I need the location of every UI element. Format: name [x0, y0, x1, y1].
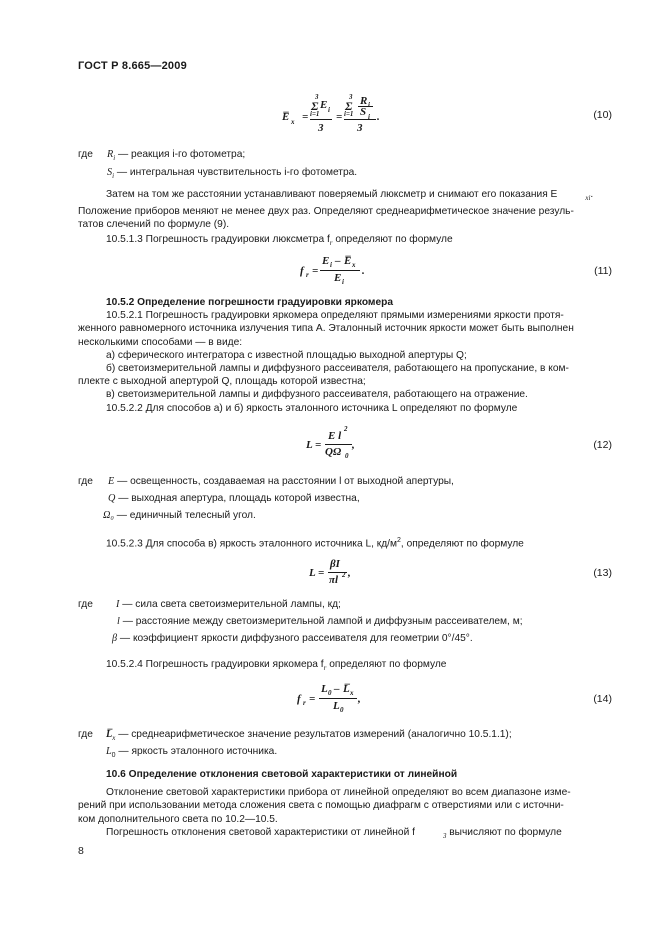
para-1-l1-sub: xi — [585, 194, 591, 203]
para-1-line-3: татов слечений по формуле (9). — [78, 219, 230, 231]
f10-frac-line — [310, 119, 332, 120]
where-4-sym-Lx: L̅ — [106, 729, 113, 740]
f11-frac-line — [320, 270, 360, 271]
paragraph-readings — [78, 188, 614, 232]
f10-num2-den: S — [360, 106, 367, 118]
f13-comma: , — [348, 567, 351, 579]
f12-eq: = — [315, 439, 322, 451]
where-2-sym-Q: Q — [108, 493, 116, 504]
where-3-sym-I: I — [116, 599, 120, 610]
section-1052-b1: б) светоизмерительной лампы и диффузного рассеивателя, работающего на пропускание, в ком- — [106, 363, 569, 375]
formula-12-number: (12) — [593, 439, 612, 451]
f12-num: E l — [328, 430, 342, 442]
section-1052-b2: плекте с выходной апертурой Q, площадь которой известна; — [78, 376, 366, 388]
f11-num2: E̅ — [344, 255, 352, 267]
page-header: ГОСТ Р 8.665—2009 — [78, 60, 187, 72]
f10-frac-line2 — [344, 119, 376, 120]
f13-den-sup: 2 — [342, 571, 346, 579]
where-3-item-l — [117, 615, 523, 628]
where-2-word: где — [78, 476, 93, 487]
where-2-sym-omega: Ω₀ — [103, 510, 114, 521]
where-2-item-Q — [108, 492, 360, 505]
section-1052-a: а) сферического интегратора с известной площадью выходной апертуры Q; — [106, 349, 467, 361]
f10-sum-top: 3 — [315, 93, 319, 101]
f11-den-sub: i — [342, 278, 344, 286]
where-1-text-S: — интегральная чувствительность i-го фотометра. — [116, 167, 358, 178]
f10-sum2-top: 3 — [349, 93, 353, 101]
f12-den-sub: 0 — [345, 452, 349, 460]
formula-12 — [0, 425, 661, 464]
f10-lhs-sub: x — [291, 118, 295, 126]
clause-10523 — [106, 534, 524, 550]
section-1052-title: 10.5.2 Определение погрешности градуировки яркомера — [106, 297, 394, 308]
f11-lhs-sub: r — [306, 271, 309, 279]
clause-10524-text: 10.5.2.4 Погрешность градуировки яркомера f — [106, 659, 324, 670]
where-4-sym-L0: L — [106, 746, 112, 757]
f12-frac-line — [325, 444, 352, 445]
formula-11 — [0, 254, 661, 290]
section-106-p3: ком дополнительного света по 10.2—10.5. — [78, 813, 278, 825]
para-1-line-1 — [78, 188, 614, 205]
where-3-text-I: — сила света светоизмерительной лампы, кд; — [122, 599, 341, 610]
f11-eq: = — [312, 265, 319, 277]
f14-lhs: f — [297, 693, 301, 705]
f11-minus: – — [335, 255, 341, 267]
section-1052-c: в) светоизмерительной лампы и диффузного рассеивателя, работающего на отражение. — [106, 389, 528, 401]
section-106-p4-text: Погрешность отклонения световой характеристики от линейной f — [106, 826, 415, 838]
where-2-item-omega — [103, 509, 256, 522]
where-1-sub-R: i — [113, 154, 116, 163]
f11-num: E — [322, 255, 330, 267]
f14-num-sub: 0 — [328, 689, 332, 697]
para-1-l1-end: . — [590, 189, 594, 200]
f13-eq: = — [318, 567, 325, 579]
where-1-sym-R: R — [107, 149, 114, 160]
section-1052-p1: 10.5.2.1 Погрешность градуировки яркомера определяют прямыми измерениями яркости протя- — [106, 310, 564, 322]
clause-10524-end: определяют по формуле — [326, 659, 447, 670]
where-4-item-L0 — [106, 745, 277, 762]
where-3-sym-beta: β — [112, 633, 118, 644]
where-2-text-omega: — единичный телесный угол. — [116, 510, 256, 521]
clause-10513 — [106, 233, 453, 250]
f12-comma: , — [352, 439, 355, 451]
f12-num-sup: 2 — [344, 425, 348, 433]
where-3-item-I — [116, 598, 341, 611]
f14-num: L — [321, 683, 328, 695]
where-4-sub-Lx: x — [112, 734, 116, 743]
para-1-line-2: Положение приборов меняют не менее двух раз. Определяют среднеарифметическое значение резуль- — [78, 206, 574, 218]
f12-den: QΩ — [325, 446, 342, 458]
clause-10524 — [106, 658, 446, 675]
where-3-word: где — [78, 599, 93, 610]
section-1052-p3: несколькими способами — в виде: — [78, 336, 243, 348]
f14-den-sub: 0 — [340, 706, 344, 714]
section-1052 — [78, 296, 614, 415]
where-4-text-L0: — яркость эталонного источника. — [118, 746, 278, 757]
f10-sum-bot: i=1 — [310, 110, 320, 118]
f10-sum-arg: E — [320, 99, 328, 111]
clause-10523-sup: 2 — [397, 537, 401, 544]
f10-den: 3 — [318, 122, 324, 134]
where-3-text-beta: — коэффициент яркости диффузного рассеивателя для геометрии 0°/45°. — [119, 633, 473, 644]
f11-den: E — [334, 272, 342, 284]
formula-10 — [0, 92, 661, 142]
f11-num2-sub: x — [352, 261, 356, 269]
f11-lhs: f — [300, 265, 304, 277]
f13-num: βI — [330, 558, 340, 570]
section-106-p2: рений при использовании метода сложения света с помощью диафрагм с отверстиями или с источни- — [78, 800, 564, 812]
f14-den: L — [333, 700, 340, 712]
where-1-text-R: — реакция i-го фотометра; — [118, 149, 246, 160]
where-2-text-E: — освещенность, создаваемая на расстоянии l от выходной апертуры, — [117, 476, 454, 487]
f14-eq: = — [309, 693, 316, 705]
f13-den: πl — [329, 574, 339, 586]
where-3-item-beta — [112, 632, 473, 645]
f10-num2-arg: R — [360, 95, 368, 107]
f14-lhs-sub: r — [303, 699, 306, 707]
f10-lhs: E̅ — [282, 111, 290, 123]
para-1-l1: Затем на том же расстоянии устанавливают поверяемый люксметр и снимают его показания E — [106, 189, 558, 200]
f10-period: . — [377, 111, 380, 123]
formula-14 — [0, 682, 661, 718]
where-4-item-Lx — [106, 728, 512, 745]
page-number: 8 — [78, 845, 84, 857]
where-4-text-Lx: — среднеарифметическое значение результатов измерений (аналогично 10.5.1.1); — [118, 729, 512, 740]
f10-num2-sub: i — [368, 101, 370, 109]
clause-10513-sub: r — [329, 239, 333, 248]
section-1052-p10522: 10.5.2.2 Для способов а) и б) яркость эталонного источника L определяют по формуле — [106, 402, 518, 414]
f14-frac-line — [319, 698, 357, 699]
formula-13-number: (13) — [593, 567, 612, 579]
where-1-word: где — [78, 149, 93, 160]
section-106 — [78, 768, 614, 843]
formula-11-number: (11) — [594, 265, 612, 277]
clause-10513-end: определяют по формуле — [332, 234, 453, 245]
where-4-sub-L0: 0 — [111, 752, 116, 760]
f10-eq: = — [302, 111, 309, 123]
f13-lhs: L — [309, 567, 316, 579]
f14-minus: – — [334, 683, 340, 695]
clause-10523-text: 10.5.2.3 Для способа в) яркость эталонного источника L, кд/м — [106, 538, 398, 550]
where-3-sym-l: l — [117, 616, 120, 627]
f12-lhs: L — [306, 439, 313, 451]
where-2-sym-E: E — [108, 476, 115, 487]
where-3-text-l: — расстояние между светоизмерительной лампой и диффузным рассеивателем, м; — [122, 616, 523, 627]
section-106-p4-sub: 3 — [442, 831, 447, 840]
section-106-title: 10.6 Определение отклонения световой характеристики от линейной — [106, 769, 458, 780]
f10-sigma: Σ — [311, 99, 319, 113]
section-1052-p2: женного равномерного источника излучения типа А. Эталонный источник яркости может быть выполнен — [78, 323, 574, 335]
where-4-word: где — [78, 729, 93, 740]
f10-sum2-bot: i=1 — [344, 110, 354, 118]
f10-sigma2: Σ — [345, 99, 353, 113]
f11-num-sub: i — [330, 261, 332, 269]
where-2-text-Q: — выходная апертура, площадь которой известна, — [118, 493, 360, 504]
formula-10-number: (10) — [593, 109, 612, 121]
formula-13 — [0, 556, 661, 592]
formula-14-number: (14) — [593, 693, 612, 705]
f14-num2-sub: x — [350, 689, 354, 697]
where-1-sym-S: S — [107, 167, 113, 178]
f10-den2: 3 — [357, 122, 363, 134]
f10-eq2: = — [336, 111, 343, 123]
f14-num2: L̅ — [343, 683, 350, 695]
section-106-p1: Отклонение световой характеристики прибора от линейной определяют во всем диапазоне изме- — [106, 787, 571, 799]
where-1-sub-S: i — [112, 172, 115, 181]
section-106-p4-end: вычисляют по формуле — [446, 826, 562, 838]
clause-10523-end: , определяют по формуле — [400, 538, 524, 550]
where-1-item-S — [107, 166, 357, 183]
where-2-item-E — [108, 475, 454, 488]
f11-period: . — [362, 265, 365, 277]
f14-comma: , — [358, 693, 361, 705]
f10-num2-den-sub: i — [368, 113, 370, 121]
f10-sum-arg-sub: i — [328, 106, 330, 114]
clause-10513-text: 10.5.1.3 Погрешность градуировки люксметра f — [106, 234, 330, 245]
clause-10524-sub: r — [323, 664, 327, 673]
section-106-p4 — [78, 826, 614, 843]
where-1-item-R — [107, 148, 245, 165]
